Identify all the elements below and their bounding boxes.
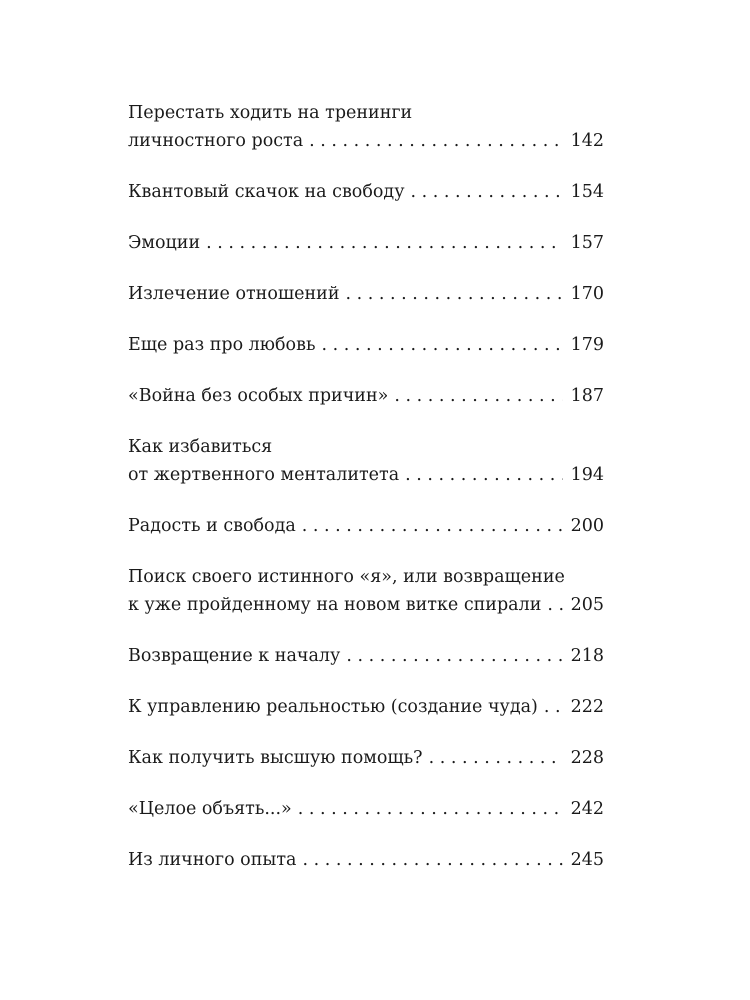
toc-entry-title-line: Поиск своего истинного «я», или возвращение — [128, 567, 565, 587]
dot-leader — [309, 127, 562, 155]
toc-entry — [128, 512, 604, 540]
toc-page-number: 157 — [570, 233, 604, 253]
toc-entry — [128, 642, 604, 670]
dot-leader — [302, 846, 562, 874]
toc-entry — [128, 795, 604, 823]
toc-entry-title-line: Эмоции — [128, 233, 201, 253]
dot-leader — [394, 382, 562, 410]
toc-entry-title-line: Еще раз про любовь — [128, 335, 316, 355]
toc-entry-title-line: Как получить высшую помощь? — [128, 748, 423, 768]
toc-entry — [128, 563, 604, 619]
toc-entry-title-line: к уже пройденному на новом витке спирали — [128, 595, 542, 615]
toc-entry — [128, 693, 604, 721]
dot-leader — [411, 178, 563, 206]
toc-entry-title-line: Из личного опыта — [128, 850, 297, 870]
toc-entry — [128, 331, 604, 359]
toc-page-number: 194 — [570, 465, 604, 485]
toc-page-number: 179 — [570, 335, 604, 355]
toc-page-number: 200 — [570, 516, 604, 536]
dot-leader — [405, 461, 562, 489]
dot-leader — [544, 693, 563, 721]
toc-page-number: 218 — [570, 646, 604, 666]
dot-leader — [346, 642, 562, 670]
toc-entry-title-line: Квантовый скачок на свободу — [128, 182, 405, 202]
dot-leader — [298, 795, 563, 823]
toc-entry-title-line: «Целое объять...» — [128, 799, 292, 819]
toc-page-number: 228 — [570, 748, 604, 768]
toc-entry-title-line: К управлению реальностью (создание чуда) — [128, 697, 538, 717]
toc-entry-title-line: Возвращение к началу — [128, 646, 341, 666]
toc-page-number: 154 — [570, 182, 604, 202]
toc-entry-title-line: личностного роста — [128, 131, 304, 151]
dot-leader — [429, 744, 563, 772]
table-of-contents — [128, 99, 604, 897]
dot-leader — [206, 229, 562, 257]
toc-entry — [128, 382, 604, 410]
toc-entry — [128, 280, 604, 308]
toc-page-number: 187 — [570, 386, 604, 406]
toc-entry — [128, 433, 604, 489]
toc-entry-title-line: «Война без особых причин» — [128, 386, 389, 406]
dot-leader — [302, 512, 563, 540]
toc-entry-title-line: от жертвенного менталитета — [128, 465, 400, 485]
dot-leader — [321, 331, 562, 359]
toc-entry — [128, 178, 604, 206]
toc-page-number: 205 — [570, 595, 604, 615]
dot-leader — [346, 280, 563, 308]
toc-page-number: 142 — [570, 131, 604, 151]
dot-leader — [547, 591, 562, 619]
toc-page-number: 245 — [570, 850, 604, 870]
toc-page-number: 242 — [570, 799, 604, 819]
toc-entry — [128, 229, 604, 257]
toc-entry — [128, 846, 604, 874]
toc-page-number: 170 — [570, 284, 604, 304]
toc-entry-title-line: Перестать ходить на тренинги — [128, 103, 413, 123]
toc-entry-title-line: Как избавиться — [128, 437, 273, 457]
toc-entry — [128, 99, 604, 155]
toc-page-number: 222 — [570, 697, 604, 717]
toc-entry-title-line: Излечение отношений — [128, 284, 340, 304]
toc-entry-title-line: Радость и свобода — [128, 516, 296, 536]
toc-entry — [128, 744, 604, 772]
